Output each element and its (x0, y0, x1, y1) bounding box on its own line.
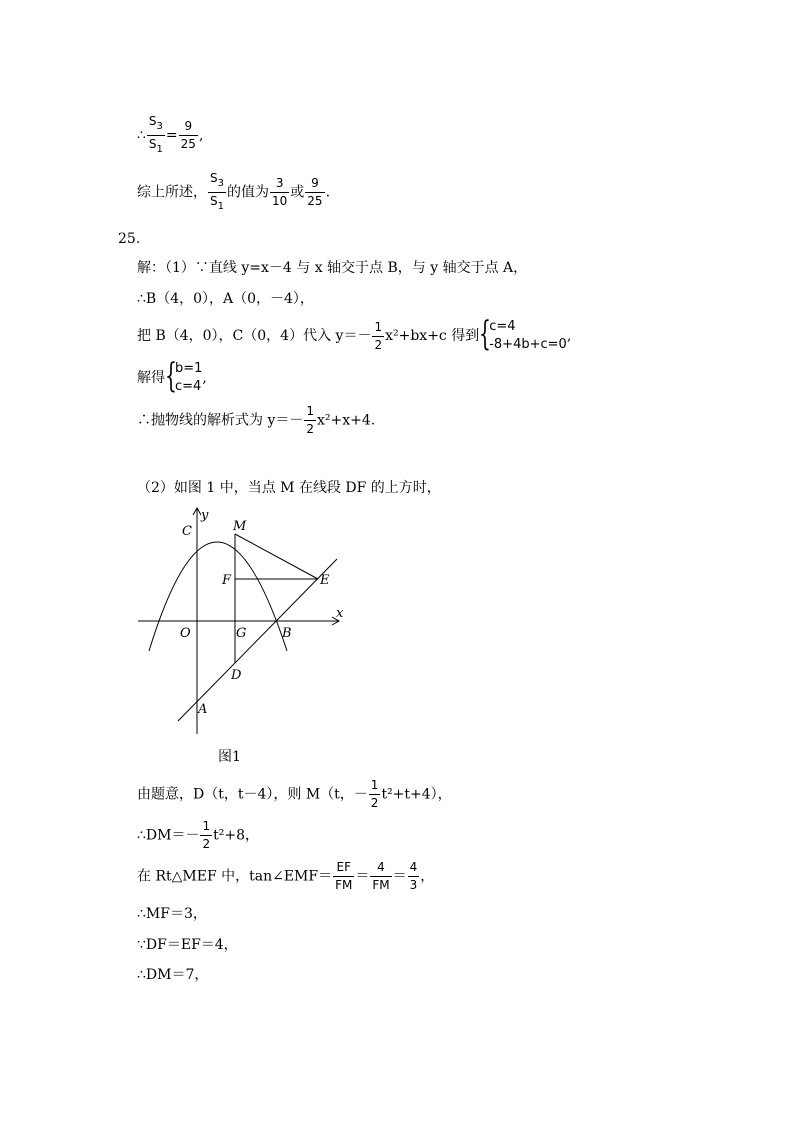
line-substitute: 把 B（4，0），C（0，4）代入 y＝－ $\frac{1}{2}$ x²+bx+c 得到 { c=4 -8+4b+c=0 , (137, 314, 572, 354)
label-a: A (198, 702, 208, 717)
line-part-2: （2）如图 1 中，当点 M 在线段 DF 的上方时， (137, 480, 441, 496)
line-ratio-result: ∴ $\frac{S_3}{S_1}$ = $\frac{9}{25}$ , (137, 114, 204, 155)
label-g: G (236, 626, 247, 641)
question-number: 25. (118, 231, 141, 247)
fraction-9-25-2: $\frac{9}{25}$ (307, 176, 323, 208)
line-df-ef: ∵DF＝EF＝4， (137, 937, 238, 953)
label-d: D (231, 668, 242, 683)
fraction-s3-s1-2: $\frac{S_3}{S_1}$ (210, 171, 224, 212)
line-solution-1: 解：（1）∵直线 y=x－4 与 x 轴交于点 B，与 y 轴交于点 A， (137, 260, 528, 276)
fraction-4-fm: $\frac{4}{FM}$ (372, 860, 390, 892)
fraction-half-4: $\frac{1}{2}$ (202, 819, 211, 851)
line-dm: ∴DM＝7， (137, 967, 209, 983)
fraction-3-10: $\frac{3}{10}$ (272, 176, 288, 208)
figure-1 (132, 503, 362, 738)
fraction-4-3: $\frac{4}{3}$ (409, 860, 418, 892)
line-dm-expression: ∴DM＝－ $\frac{1}{2}$ t²+8， (137, 819, 259, 851)
line-tangent: 在 Rt△MEF 中，tan∠EMF＝ $\frac{EF}{FM}$ ＝ $\frac{4}{FM}$ ＝ $\frac{4}{3}$ ， (137, 860, 435, 892)
line-ab (178, 559, 337, 721)
line-solve: 解得 { b=1 c=4 , (137, 356, 207, 396)
fraction-half: $\frac{1}{2}$ (374, 319, 383, 352)
label-o: O (180, 626, 191, 641)
equation-system-2: { b=1 c=4 (165, 356, 203, 396)
equals-sign: = (165, 127, 178, 144)
segment-me (235, 534, 318, 579)
line-given: 由题意，D（t，t－4），则 M（t，－ $\frac{1}{2}$ t²+t+4）， (137, 778, 452, 810)
line-parabola: ∴抛物线的解析式为 y＝－ $\frac{1}{2}$ x²+x+4. (137, 404, 376, 436)
fraction-ef-fm: $\frac{EF}{FM}$ (335, 860, 353, 892)
label-e: E (320, 573, 330, 588)
label-f: F (222, 573, 232, 588)
fraction-s3-s1: $\frac{S_3}{S_1}$ (148, 114, 163, 155)
fraction-half-2: $\frac{1}{2}$ (306, 404, 314, 436)
label-x: x (336, 606, 344, 621)
label-b: B (282, 626, 292, 641)
label-y: y (201, 508, 209, 523)
line-summary: 综上所述， $\frac{S_3}{S_1}$ 的值为 $\frac{3}{10}$ 或 $\frac{9}{25}$ . (137, 171, 331, 212)
figure-caption: 图1 (218, 749, 241, 765)
line-points-ba: ∴B（4，0），A（0，－4）， (137, 291, 314, 307)
line-mf: ∴MF＝3， (137, 906, 207, 922)
therefore-symbol: ∴ (137, 127, 146, 144)
parabola (149, 542, 287, 651)
fraction-9-25: $\frac{9}{25}$ (180, 119, 196, 151)
label-c: C (182, 524, 192, 539)
equation-system-1: { c=4 -8+4b+c=0 (479, 314, 567, 354)
fraction-half-3: $\frac{1}{2}$ (370, 778, 379, 810)
label-m: M (233, 519, 247, 534)
